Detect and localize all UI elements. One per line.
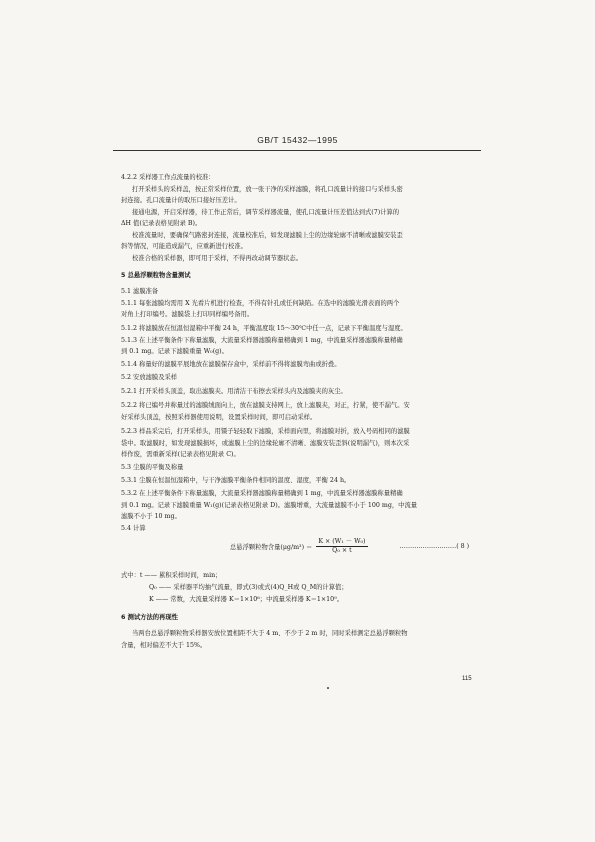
formula-fraction — [316, 538, 367, 555]
clause-4-2-2: 4.2.2 采样器工作点流量的校准： — [121, 174, 215, 181]
text-line: 含量，相对偏差不大于 15%。 — [121, 642, 207, 649]
text-line: 接通电源，开启采样器，待工作正常后，调节采样器流量，使孔口流量计压差值达到式(7)计算的 — [132, 209, 400, 216]
text-line: 样作废，需重新采样(记录表格见附录 C)。 — [121, 451, 240, 458]
where-clause: 式中：t —— 累积采样时间，min； — [121, 572, 222, 579]
text-line: K —— 常数，大流量采样器 K＝1×10⁶；中流量采样器 K＝1×10⁹。 — [149, 596, 343, 603]
clause-5-1: 5.1 滤膜准备 — [121, 288, 159, 295]
text-line: 对角上打印编号。滤膜袋上打印同样编号备用。 — [121, 311, 254, 318]
section-6-heading: 6 测试方法的再现性 — [121, 614, 178, 621]
scan-speck — [327, 687, 329, 689]
clause-5-1-3: 5.1.3 在上述平衡条件下称量滤膜，大流量采样器滤膜称量精确到 1 mg，中流量采样器滤膜称量精确 — [121, 337, 403, 344]
clause-5-3-2: 5.3.2 在上述平衡条件下称量滤膜，大流量采样器滤膜称量精确到 1 mg，中流量采样器滤膜称量精确 — [121, 490, 403, 497]
text-line: 袋中。取滤膜时，如发现滤膜损坏，或滤膜上尘的边缘轮廓不清晰、滤膜安装歪斜(说明漏气)，则本次采 — [121, 440, 410, 447]
clause-5-1-4: 5.1.4 称量好的滤膜平展地放在滤膜保存盒中，采样前不得将滤膜弯曲或折叠。 — [121, 361, 341, 368]
text-line: Q₀ —— 采样器平均抽气流量，即式(3)或式(4)Q_H或 Q_M的计算值； — [149, 584, 348, 591]
formula-denominator: Q₀ × t — [332, 547, 352, 554]
clause-5-1-1: 5.1.1 每张滤膜均需用 X 光看片机进行检查，不得有针孔或任何缺陷。在选中的滤膜光滑表面的两个 — [121, 300, 400, 307]
text-line: 校准合格的采样器，即可用于采样，不得再改动调节器状态。 — [132, 255, 303, 262]
text-line: 当两台总悬浮颗粒物采样器安放位置相距不大于 4 m、不少于 2 m 时，同时采样测定总悬浮颗粒物 — [132, 630, 408, 637]
clause-5-2-3: 5.2.3 样品采完后，打开采样头，用镊子轻轻取下滤膜，采样面向里，将滤膜对折，放入号码相同的滤膜 — [121, 428, 410, 435]
text-line: 到 0.1 mg。记录下滤膜重量 W₀(g)。 — [121, 348, 228, 355]
formula-lhs: 总悬浮颗粒物含量(μg/m³) ＝ — [230, 544, 313, 551]
clause-5-1-2: 5.1.2 将滤膜放在恒温恒湿箱中平衡 24 h，平衡温度取 15～30℃中任一点，记录下平衡温度与湿度。 — [121, 325, 407, 332]
clause-5-2-2: 5.2.2 将已编号并称量过的滤膜绒面向上，放在滤膜支持网上，放上滤膜夹，对正，拧紧，使不漏气。安 — [121, 402, 410, 409]
text-line: 封连接。孔口流量计的取压口接好压差计。 — [121, 197, 241, 204]
text-line: ΔH 值(记录表格见附录 B)。 — [121, 220, 202, 227]
clause-5-4: 5.4 计算 — [121, 525, 146, 532]
formula-numerator: K × (W₁ － W₀) — [318, 538, 366, 545]
clause-5-3-1: 5.3.1 尘膜在恒温恒湿箱中，与干净滤膜平衡条件相同的温度、湿度，平衡 24 h。 — [121, 477, 351, 484]
clause-5-2-1: 5.2.1 打开采样头顶盖，取出滤膜夹。用清洁干布擦去采样头内及滤膜夹的灰尘。 — [121, 388, 347, 395]
text-line: 校准流量时，要确保气路密封连接，流量校准后，如发现滤膜上尘的边缘轮廓不清晰或滤膜安装歪 — [132, 232, 403, 239]
header-rule — [113, 150, 481, 151]
equation-number: ………………………( 8 ) — [399, 543, 470, 550]
text-line: 到 0.1 mg。记录下滤膜重量 W₁(g)(记录表格见附录 D)。滤膜增重，大流量滤膜不小于 100 mg，中流量 — [121, 502, 418, 509]
clause-5-2: 5.2 安放滤膜及采样 — [121, 374, 178, 381]
clause-5-3: 5.3 尘膜的平衡及称量 — [121, 464, 184, 471]
standard-code-header: GB/T 15432—1995 — [257, 135, 338, 145]
text-line: 打开采样头的采样盖，按正常采样位置，放一张干净的采样滤膜，将孔口流量计的接口与采样头密 — [132, 186, 403, 193]
text-line: 斜等情况，可能造成漏气，应重新进行校准。 — [121, 243, 247, 250]
page-number: 115 — [462, 676, 472, 682]
text-line: 好采样头顶盖，按照采样器使用说明，设置采样时间，即可启动采样。 — [121, 414, 317, 421]
section-5-heading: 5 总悬浮颗粒物含量测试 — [121, 272, 191, 279]
tsp-formula — [230, 538, 469, 555]
text-line: 滤膜不小于 10 mg。 — [121, 513, 181, 520]
